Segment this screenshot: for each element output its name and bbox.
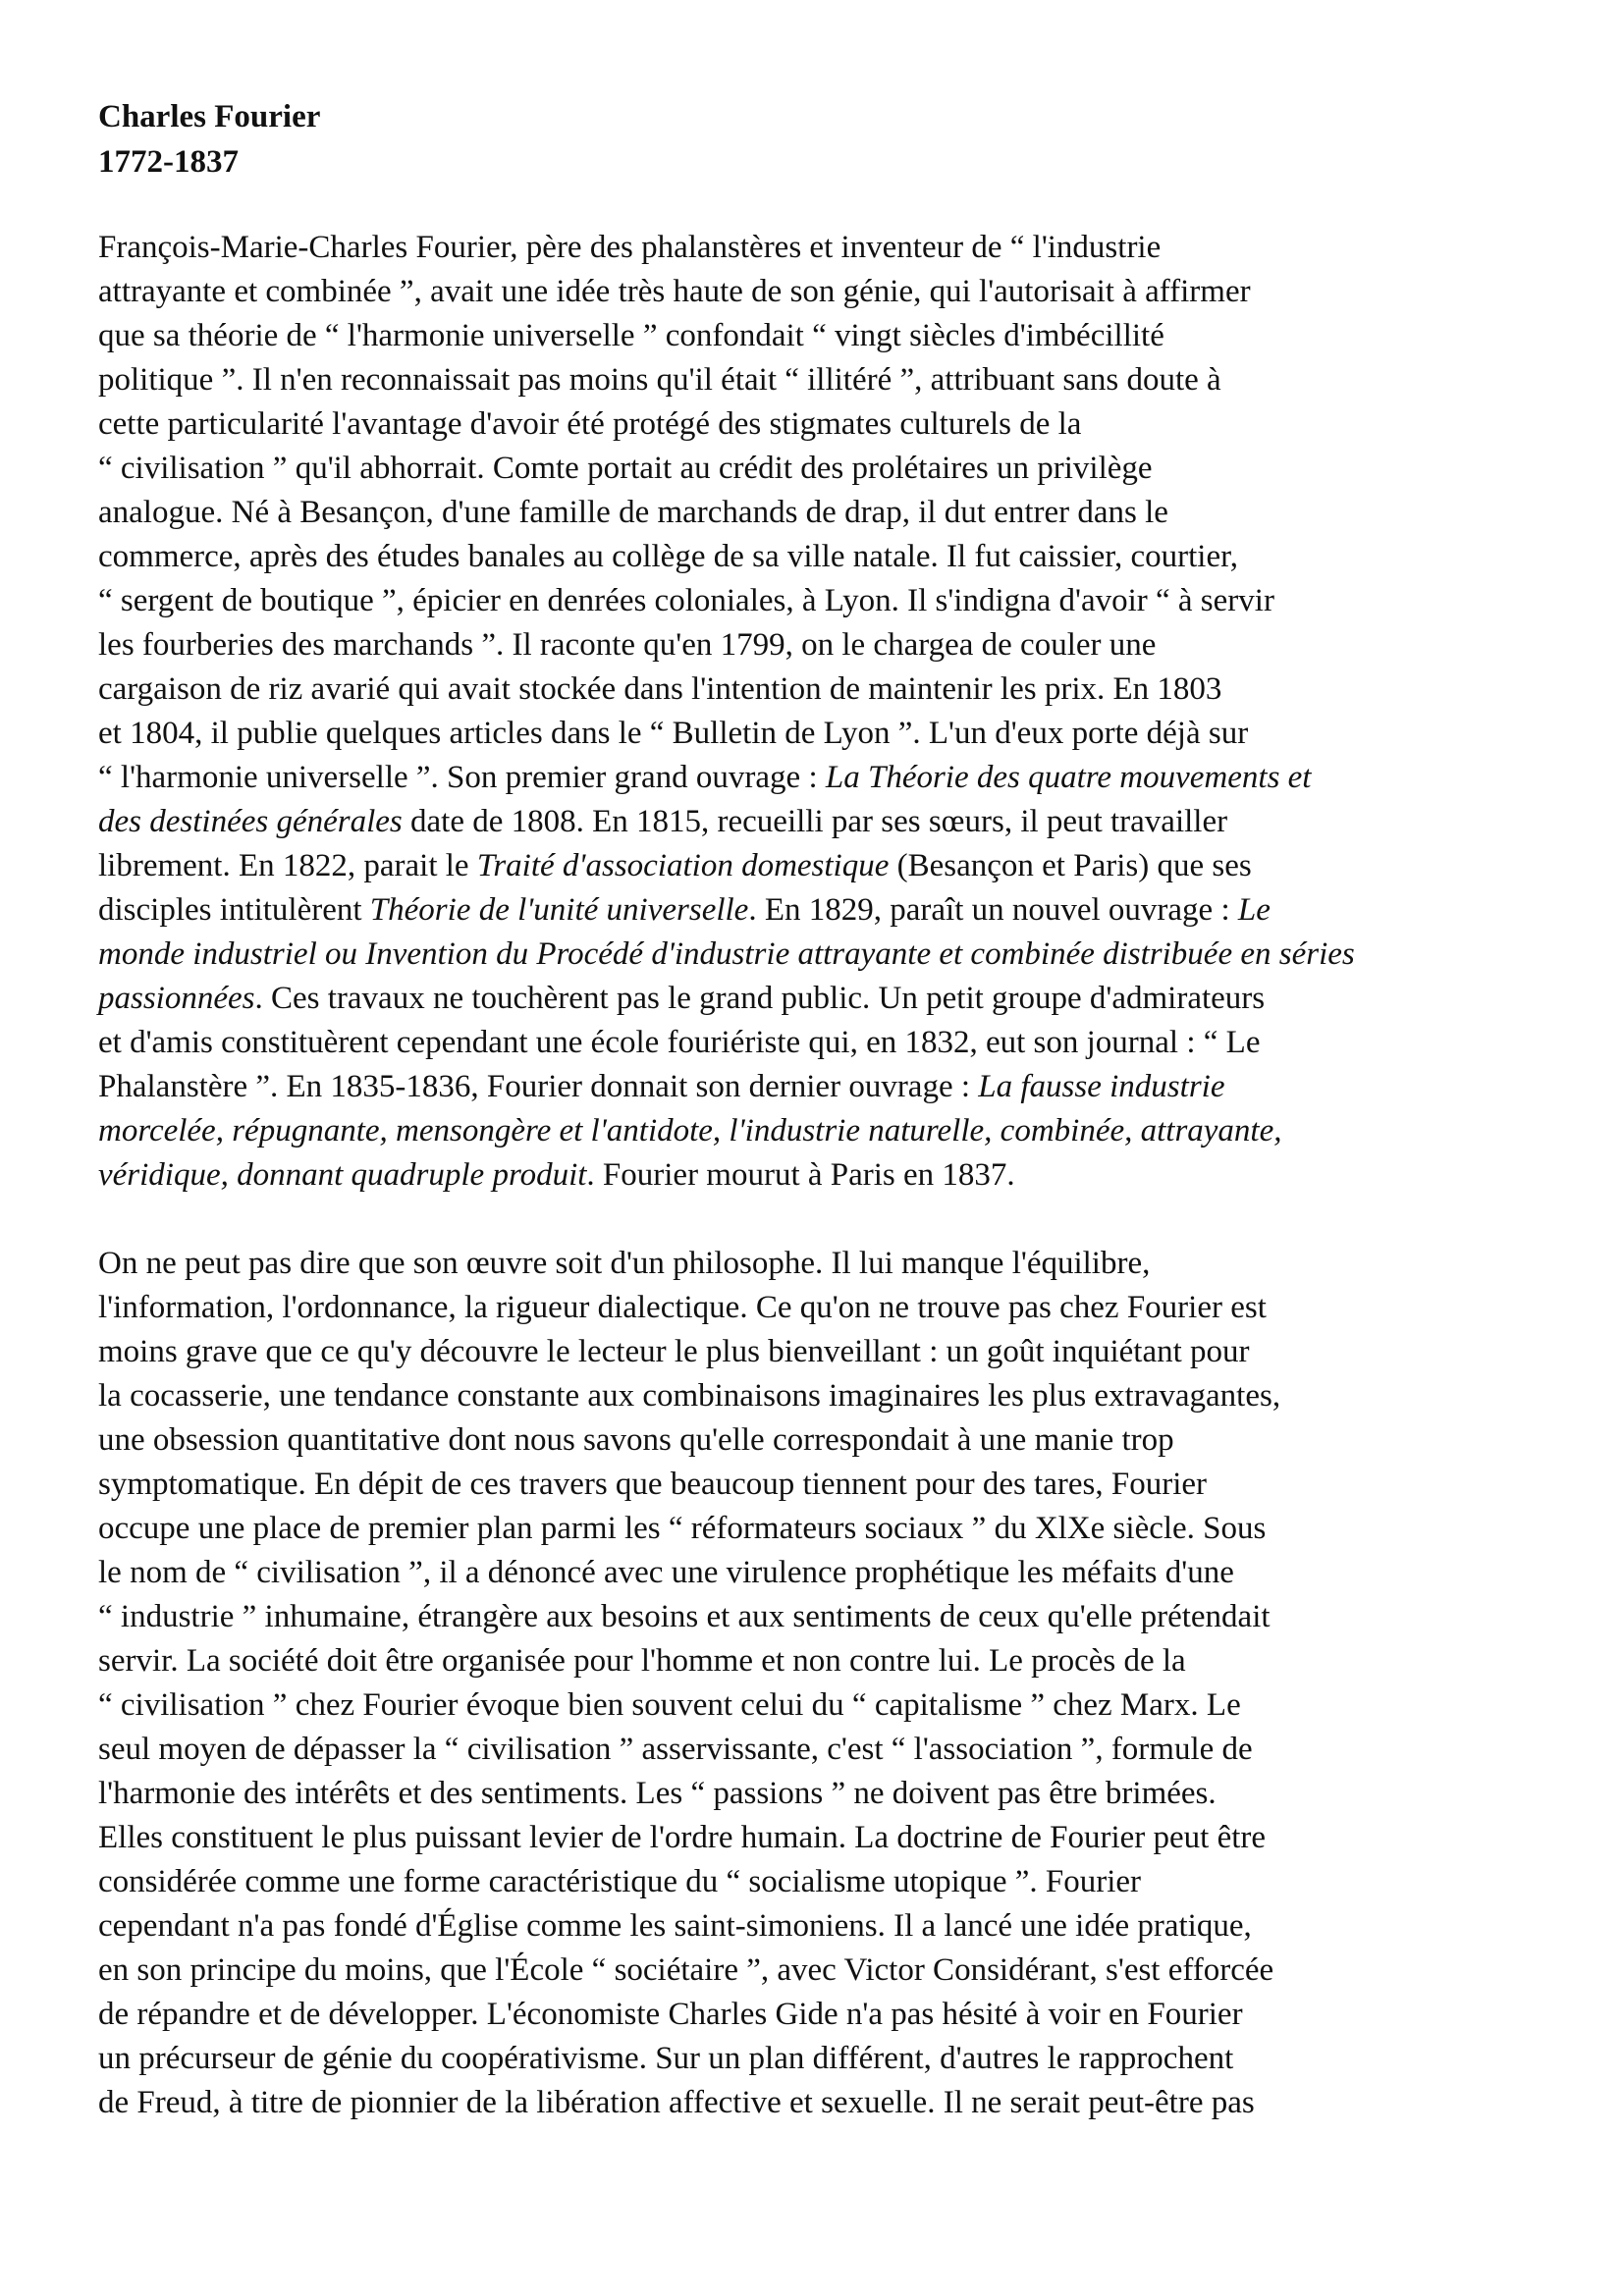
text-line <box>98 1860 1551 1904</box>
text-line <box>98 1374 1551 1418</box>
italic-title-run: monde industriel ou Invention du Procédé d'industrie attrayante et combinée distribuée en séries <box>98 936 1355 972</box>
text-run: librement. En 1822, parait le <box>98 848 477 883</box>
text-line <box>98 1507 1551 1551</box>
text-line <box>98 1330 1551 1374</box>
text-line <box>98 1551 1551 1595</box>
italic-title-run: Théorie de l'unité universelle <box>369 892 749 928</box>
text-run: la cocasserie, une tendance constante aux combinaisons imaginaires les plus extravagantes, <box>98 1378 1281 1414</box>
paragraph-assessment <box>98 1242 1551 2125</box>
page-dates: 1772-1837 <box>98 144 239 180</box>
text-line <box>98 1993 1551 2037</box>
text-line <box>98 1153 1551 1198</box>
text-line <box>98 712 1551 756</box>
text-line <box>98 1021 1551 1065</box>
text-run: que sa théorie de “ l'harmonie universelle ” confondait “ vingt siècles d'imbécillité <box>98 318 1164 353</box>
text-line <box>98 977 1551 1021</box>
italic-title-run: des destinées générales <box>98 804 403 839</box>
text-line <box>98 402 1551 447</box>
text-run: de répandre et de développer. L'économiste Charles Gide n'a pas hésité à voir en Fourier <box>98 1997 1243 2032</box>
text-line <box>98 1772 1551 1816</box>
text-run: de Freud, à titre de pionnier de la libération affective et sexuelle. Il ne serait peut-être pas <box>98 2085 1255 2120</box>
text-run: une obsession quantitative dont nous savons qu'elle correspondait à une manie trop <box>98 1422 1174 1458</box>
text-line <box>98 1109 1551 1153</box>
text-line <box>98 579 1551 623</box>
text-run: l'information, l'ordonnance, la rigueur dialectique. Ce qu'on ne trouve pas chez Fourier est <box>98 1290 1267 1325</box>
text-run: et 1804, il publie quelques articles dans le “ Bulletin de Lyon ”. L'un d'eux porte déjà sur <box>98 716 1249 751</box>
text-run: François-Marie-Charles Fourier, père des phalanstères et inventeur de “ l'industrie <box>98 230 1162 265</box>
text-run: . Fourier mourut à Paris en 1837. <box>586 1157 1015 1193</box>
text-run: “ civilisation ” qu'il abhorrait. Comte portait au crédit des prolétaires un privilège <box>98 451 1153 486</box>
text-run: les fourberies des marchands ”. Il raconte qu'en 1799, on le chargea de couler une <box>98 627 1157 663</box>
text-line <box>98 1418 1551 1463</box>
text-run: occupe une place de premier plan parmi les “ réformateurs sociaux ” du XlXe siècle. Sous <box>98 1511 1267 1546</box>
text-line <box>98 535 1551 579</box>
text-line <box>98 888 1551 933</box>
text-line <box>98 1639 1551 1683</box>
text-line <box>98 1242 1551 1286</box>
text-line <box>98 623 1551 667</box>
italic-title-run: véridique, donnant quadruple produit <box>98 1157 587 1193</box>
text-line <box>98 1683 1551 1728</box>
text-run: cargaison de riz avarié qui avait stockée dans l'intention de maintenir les prix. En 1803 <box>98 671 1222 707</box>
italic-title-run: passionnées <box>98 981 255 1016</box>
text-line <box>98 1728 1551 1772</box>
text-run: “ civilisation ” chez Fourier évoque bien souvent celui du “ capitalisme ” chez Marx. Le <box>98 1687 1241 1723</box>
text-line <box>98 491 1551 535</box>
text-line <box>98 1949 1551 1993</box>
text-line <box>98 756 1551 800</box>
text-run: attrayante et combinée ”, avait une idée très haute de son génie, qui l'autorisait à affirmer <box>98 274 1251 309</box>
text-line <box>98 226 1551 270</box>
text-run: . Ces travaux ne touchèrent pas le grand public. Un petit groupe d'admirateurs <box>254 981 1266 1016</box>
text-run: cette particularité l'avantage d'avoir été protégé des stigmates culturels de la <box>98 406 1082 442</box>
text-line <box>98 800 1551 844</box>
text-run: un précurseur de génie du coopérativisme. Sur un plan différent, d'autres le rapprochent <box>98 2041 1234 2076</box>
document-page <box>98 94 1551 2125</box>
italic-title-run: morcelée, répugnante, mensongère et l'antidote, l'industrie naturelle, combinée, attrayante, <box>98 1113 1282 1148</box>
text-line <box>98 314 1551 358</box>
text-run: disciples intitulèrent <box>98 892 370 928</box>
text-run: . En 1829, paraît un nouvel ouvrage : <box>748 892 1238 928</box>
text-run: symptomatique. En dépit de ces travers que beaucoup tiennent pour des tares, Fourier <box>98 1467 1207 1502</box>
text-line <box>98 2037 1551 2081</box>
text-run: commerce, après des études banales au collège de sa ville natale. Il fut caissier, courtier, <box>98 539 1239 574</box>
text-line <box>98 1595 1551 1639</box>
text-run: Phalanstère ”. En 1835-1836, Fourier donnait son dernier ouvrage : <box>98 1069 979 1104</box>
italic-title-run: Le <box>1237 892 1271 928</box>
text-line <box>98 933 1551 977</box>
text-line <box>98 1286 1551 1330</box>
italic-title-run: La fausse industrie <box>978 1069 1225 1104</box>
text-line <box>98 1816 1551 1860</box>
text-run: “ industrie ” inhumaine, étrangère aux besoins et aux sentiments de ceux qu'elle prétendait <box>98 1599 1271 1634</box>
text-line <box>98 2081 1551 2125</box>
text-run: et d'amis constituèrent cependant une école fouriériste qui, en 1832, eut son journal : “ Le <box>98 1025 1261 1060</box>
text-run: analogue. Né à Besançon, d'une famille de marchands de drap, il dut entrer dans le <box>98 495 1168 530</box>
text-line <box>98 358 1551 402</box>
italic-title-run: La Théorie des quatre mouvements et <box>825 760 1312 795</box>
text-line <box>98 270 1551 314</box>
page-title: Charles Fourier <box>98 99 321 134</box>
text-line <box>98 447 1551 491</box>
text-line <box>98 1065 1551 1109</box>
text-run: politique ”. Il n'en reconnaissait pas moins qu'il était “ illitéré ”, attribuant sans doute à <box>98 362 1221 398</box>
text-line <box>98 667 1551 712</box>
text-run: Elles constituent le plus puissant levier de l'ordre humain. La doctrine de Fourier peut être <box>98 1820 1267 1855</box>
text-run: date de 1808. En 1815, recueilli par ses sœurs, il peut travailler <box>402 804 1228 839</box>
text-run: le nom de “ civilisation ”, il a dénoncé avec une virulence prophétique les méfaits d'une <box>98 1555 1234 1590</box>
paragraph-biography <box>98 226 1551 1198</box>
text-run: en son principe du moins, que l'École “ sociétaire ”, avec Victor Considérant, s'est efforcée <box>98 1952 1274 1988</box>
text-run: moins grave que ce qu'y découvre le lecteur le plus bienveillant : un goût inquiétant pour <box>98 1334 1250 1369</box>
text-line <box>98 844 1551 888</box>
text-line <box>98 1904 1551 1949</box>
text-run: “ sergent de boutique ”, épicier en denrées coloniales, à Lyon. Il s'indigna d'avoir “ à servir <box>98 583 1274 618</box>
italic-title-run: Traité d'association domestique <box>476 848 890 883</box>
text-run: (Besançon et Paris) que ses <box>889 848 1252 883</box>
text-run: cependant n'a pas fondé d'Église comme les saint-simoniens. Il a lancé une idée pratique, <box>98 1908 1252 1944</box>
text-run: On ne peut pas dire que son œuvre soit d'un philosophe. Il lui manque l'équilibre, <box>98 1246 1151 1281</box>
text-run: l'harmonie des intérêts et des sentiments. Les “ passions ” ne doivent pas être brimées. <box>98 1776 1217 1811</box>
text-run: “ l'harmonie universelle ”. Son premier grand ouvrage : <box>98 760 826 795</box>
title-block <box>98 94 1551 185</box>
text-run: seul moyen de dépasser la “ civilisation ” asservissante, c'est “ l'association ”, formule de <box>98 1732 1253 1767</box>
text-run: servir. La société doit être organisée pour l'homme et non contre lui. Le procès de la <box>98 1643 1186 1679</box>
text-run: considérée comme une forme caractéristique du “ socialisme utopique ”. Fourier <box>98 1864 1142 1899</box>
text-line <box>98 1463 1551 1507</box>
